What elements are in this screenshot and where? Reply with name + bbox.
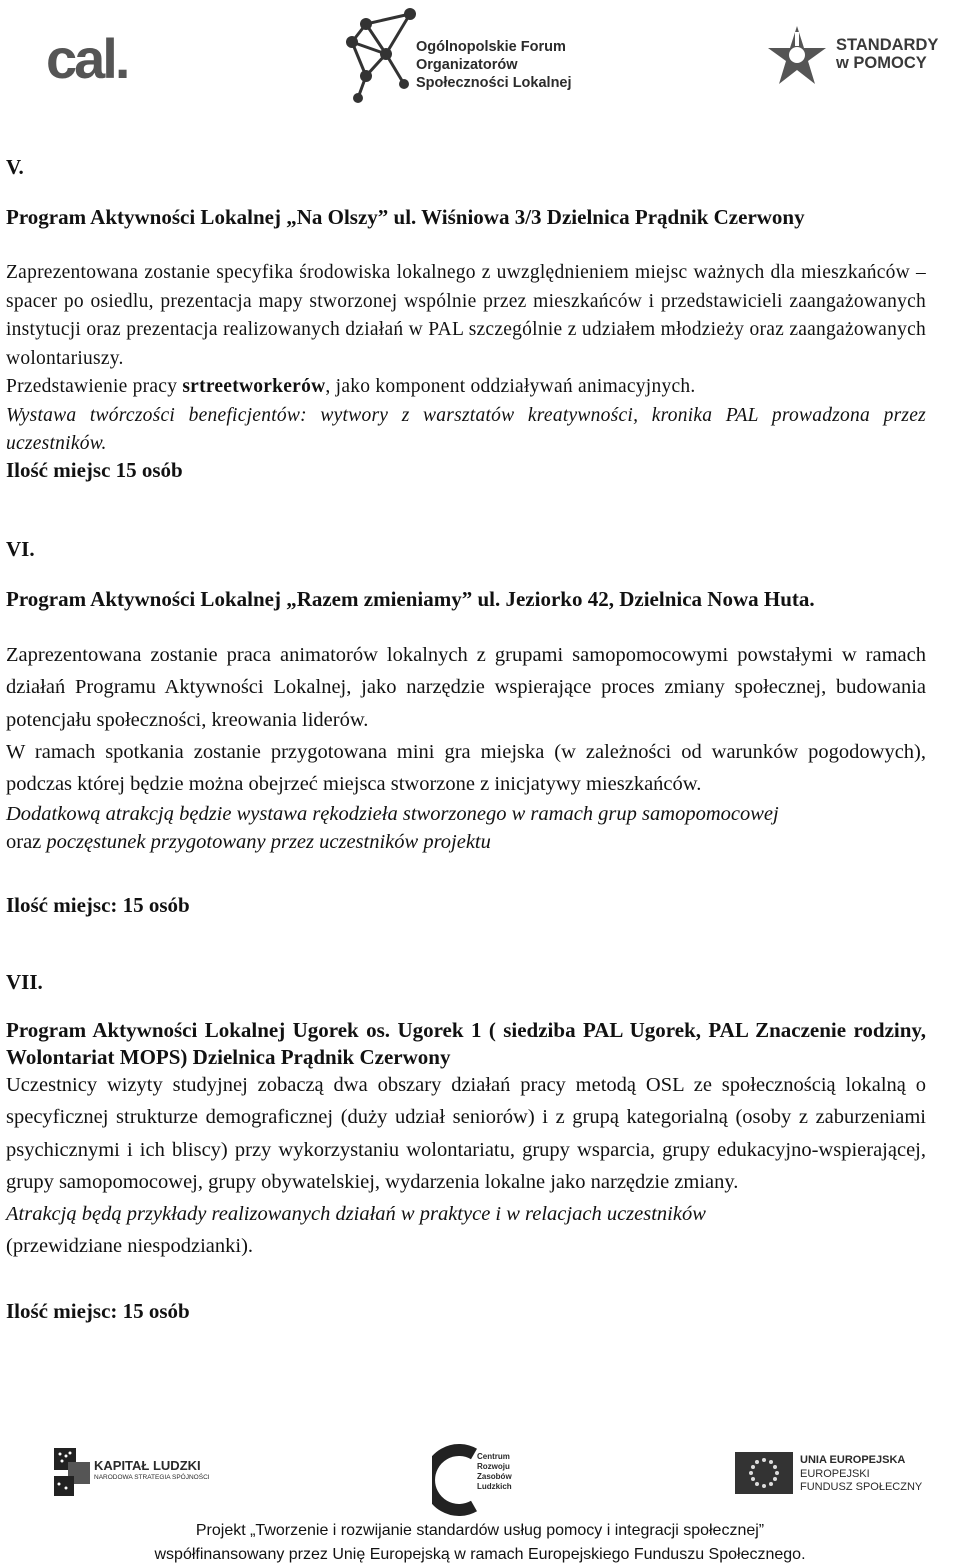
network-icon (338, 2, 418, 106)
kapital-ludzki-logo (50, 1444, 210, 1504)
bold-term: srtreetworkerów (182, 376, 326, 397)
section-title: Program Aktywności Lokalnej „Razem zmieniamy” ul. Jeziorko 42, Dzielnica Nowa Huta. (6, 587, 815, 611)
italic-run: poczęstunek przygotowany przez uczestników projektu (46, 831, 491, 854)
section-paragraph: Zaprezentowana zostanie specyfika środowiska lokalnego z uwzględnieniem miejsc ważnych dla mieszkańców – spacer po osiedlu, prezentacja mapy stworzonej wspólnie przez mieszkańców i przedstawicieli zaangażowanych instytucji oraz prezentacja realizowanych działań w PAL szczególnie z udziałem młodzieży oraz zaangażowanych wolontariuszy. (6, 262, 926, 369)
places-count: Ilość miejsc 15 osób (6, 458, 183, 482)
forum-logo-line: Społeczności Lokalnej (416, 75, 572, 91)
text-run: Przedstawienie pracy (6, 376, 183, 397)
places-count: Ilość miejsc: 15 osób (6, 1299, 190, 1323)
text-run: oraz (6, 831, 47, 854)
standardy-logo-text (836, 36, 938, 72)
crzl-logo-line: Ludzkich (477, 1482, 512, 1491)
crzl-logo (432, 1440, 542, 1520)
cal-logo-text: cal. (46, 28, 128, 86)
forum-logo-text (416, 38, 591, 92)
crzl-emblem-icon (432, 1440, 482, 1520)
standardy-logo (764, 24, 954, 90)
section-number: VI. (6, 537, 35, 561)
eu-flag-icon (735, 1452, 793, 1494)
italic-paragraph-end (6, 828, 926, 856)
kapital-logo-text (94, 1458, 210, 1482)
section-paragraph: Zaprezentowana zostanie praca animatorów lokalnych z grupami samopomocowymi powstałymi w ramach działań Programu Aktywności Lokalnej, jako narzędzie wspierające proces zmiany społecznej, budowania potencjału społeczności, kreowania liderów. (6, 644, 926, 731)
text-run: , jako komponent oddziaływań animacyjnych. (325, 376, 696, 397)
italic-paragraph: Atrakcją będą przykłady realizowanych działań w praktyce i w relacjach uczestników (6, 1203, 706, 1226)
forum-logo (338, 2, 588, 106)
section-paragraph: Uczestnicy wizyty studyjnej zobaczą dwa obszary działań pracy metodą OSL ze społecznością lokalną o specyficznej strukturze demograficznej (duży udział seniorów) i z grupą kategorialną (osoby z zaburzeniami psychicznymi i ich bliscy) przy wykorzystaniu wolontariatu, grupy wsparcia, grupy edukacyjno-wspierającej, grupy samopomocowej, grupy obywatelskiej, wydarzenia lokalne jako narzędzie zmiany. (6, 1074, 926, 1193)
section-body (6, 259, 926, 459)
footer-project-line: Projekt „Tworzenie i rozwijanie standardów usług pomocy i integracji społecznej” (195, 1522, 765, 1539)
section-paragraph: (przewidziane niespodzianki). (6, 1235, 254, 1258)
kapital-logo-line: NARODOWA STRATEGIA SPÓJNOŚCI (94, 1474, 210, 1481)
section-body (6, 639, 926, 856)
section-title: Program Aktywności Lokalnej Ugorek os. Ugorek 1 ( siedziba PAL Ugorek, PAL Znaczenie rodziny, Wolontariat MOPS) Dzielnica Prądnik Czerwony (6, 1018, 926, 1069)
forum-logo-line: Ogólnopolskie Forum (416, 39, 566, 55)
cal-logo (46, 28, 166, 86)
section-number: V. (6, 155, 24, 179)
eu-logo (735, 1446, 945, 1506)
cal-logo-graphic (46, 28, 166, 86)
section-body (6, 1069, 926, 1263)
star-icon (764, 24, 830, 90)
italic-paragraph: Wystawa twórczości beneficjentów: wytwory z warsztatów kreatywności, kronika PAL prowadzona przez uczestników. (6, 404, 926, 454)
eu-logo-line: UNIA EUROPEJSKA (800, 1454, 906, 1466)
places-count: Ilość miejsc: 15 osób (6, 893, 190, 917)
section-paragraph: W ramach spotkania zostanie przygotowana mini gra miejska (w zależności od warunków pogodowych), podczas której będzie można obejrzeć miejsca stworzone z inicjatywy mieszkańców. (6, 740, 926, 796)
section-paragraph (6, 373, 926, 402)
footer-funding-line: współfinansowany przez Unię Europejską w ramach Europejskiego Funduszu Społecznego. (154, 1546, 806, 1563)
crzl-logo-line: Zasobów (477, 1472, 512, 1481)
crzl-logo-line: Rozwoju (477, 1462, 510, 1471)
kapital-logo-line: KAPITAŁ LUDZKI (94, 1458, 201, 1473)
kapital-emblem-icon (50, 1444, 94, 1504)
section-title: Program Aktywności Lokalnej „Na Olszy” ul. Wiśniowa 3/3 Dzielnica Prądnik Czerwony (6, 205, 805, 229)
section-number: VII. (6, 970, 43, 994)
eu-logo-line: FUNDUSZ SPOŁECZNY (800, 1481, 923, 1493)
eu-logo-line: EUROPEJSKI (800, 1467, 870, 1480)
forum-logo-line: Organizatorów (416, 57, 518, 73)
crzl-logo-text (477, 1452, 539, 1492)
eu-logo-text (800, 1454, 922, 1495)
italic-paragraph: Dodatkową atrakcją będzie wystawa rękodzieła stworzonego w ramach grup samopomocowej (6, 803, 779, 826)
standardy-logo-line: w POMOCY (836, 54, 927, 72)
crzl-logo-line: Centrum (477, 1452, 510, 1461)
standardy-logo-line: STANDARDY (836, 36, 939, 54)
